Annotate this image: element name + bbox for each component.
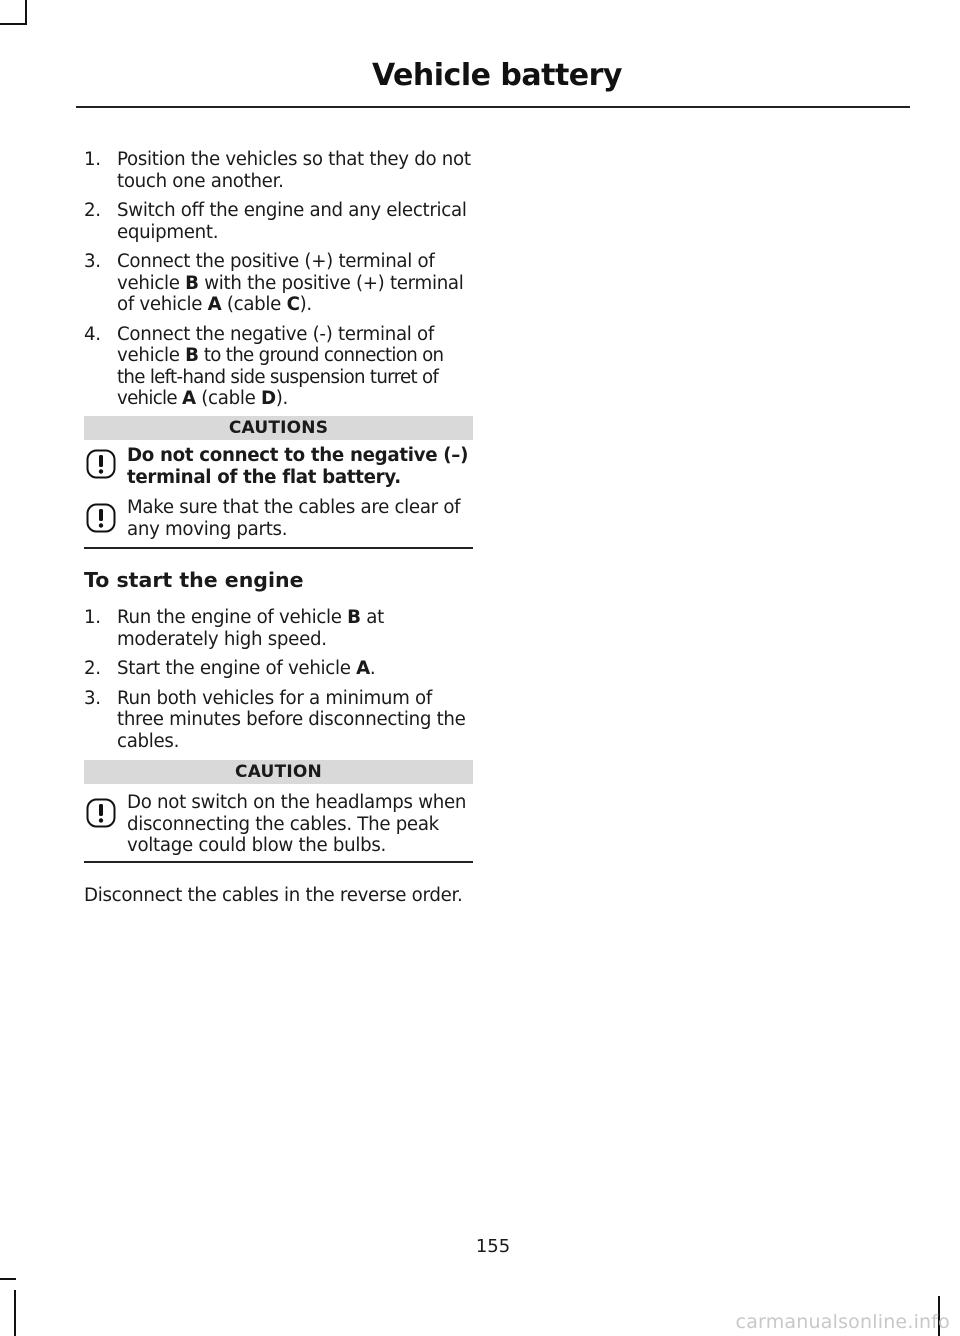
step-text: to the ground connection on the left-hand side suspension turret of vehicle [117, 345, 444, 409]
cable-label: C [286, 294, 300, 315]
step-text: Position the vehicles so that they do not touch one another. [117, 149, 471, 192]
step-text: Run both vehicles for a minimum of three minutes before disconnecting the cables. [117, 687, 466, 752]
section-heading: To start the engine [84, 568, 304, 592]
step-text: Run the engine of vehicle [117, 607, 348, 628]
step-text: at moderately high speed. [117, 607, 384, 650]
step-number: 3. [84, 251, 101, 272]
step-text: with the positive (+) terminal of vehicle [117, 272, 464, 315]
step-number: 4. [84, 323, 101, 345]
step-text: (cable [195, 388, 261, 409]
step-number: 1. [84, 607, 101, 628]
caution-text: Do not switch on the headlamps when disconnecting the cables. The peak voltage could blow the bulbs. [127, 792, 467, 856]
step-number: 1. [84, 149, 101, 170]
warning-exclamation-icon [86, 449, 116, 479]
list-item [84, 251, 474, 316]
caution-header: CAUTION [84, 760, 473, 784]
step-number: 2. [84, 658, 101, 679]
crop-mark [25, 0, 27, 25]
step-text: Connect the positive (+) terminal of vehicle [117, 251, 435, 294]
vehicle-label: A [356, 658, 370, 679]
section-divider [84, 547, 473, 549]
warning-exclamation-icon [86, 798, 116, 828]
vehicle-label: A [207, 294, 222, 315]
page-title: Vehicle battery [371, 58, 622, 93]
caution-text: Do not connect to the negative (–) terminal of the flat battery. [127, 445, 469, 488]
closing-paragraph: Disconnect the cables in the reverse order. [84, 885, 463, 906]
crop-mark [0, 23, 27, 25]
title-divider [76, 106, 910, 108]
step-text: (cable [221, 294, 287, 315]
vehicle-label: B [185, 272, 199, 294]
list-item [84, 658, 474, 680]
vehicle-label: A [181, 388, 196, 409]
page-number: 155 [475, 1236, 511, 1257]
step-text: Start the engine of vehicle [117, 658, 357, 679]
list-item [84, 149, 474, 192]
watermark-text: carmanualsonline.info [735, 1311, 950, 1333]
step-text: . [369, 658, 376, 679]
list-item [84, 607, 474, 650]
list-item [84, 688, 474, 753]
list-item [84, 200, 474, 243]
caution-text: Make sure that the cables are clear of any moving parts. [127, 497, 461, 540]
step-text: ). [299, 294, 312, 315]
step-text: Switch off the engine and any electrical equipment. [117, 200, 467, 243]
list-item [84, 324, 474, 410]
vehicle-label: B [347, 607, 361, 628]
vehicle-label: B [185, 345, 199, 366]
cable-label: D [260, 388, 276, 409]
start-steps-list [84, 607, 474, 752]
crop-mark [0, 1278, 16, 1280]
connect-steps-list [84, 149, 474, 410]
step-text: ). [275, 388, 289, 409]
cautions-header: CAUTIONS [84, 416, 473, 440]
step-number: 2. [84, 200, 101, 221]
section-divider [84, 861, 473, 863]
step-number: 3. [84, 687, 101, 709]
crop-mark [14, 1290, 16, 1336]
warning-exclamation-icon [86, 503, 116, 533]
step-text: Connect the negative (-) terminal of vehicle [117, 323, 434, 366]
